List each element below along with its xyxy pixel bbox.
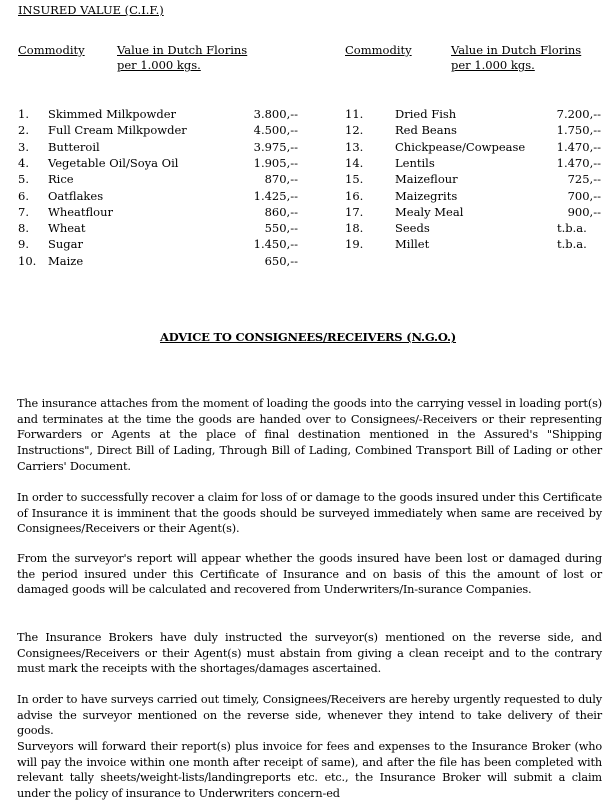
commodity-row <box>345 204 601 220</box>
paragraph-surveyor-report: From the surveyor's report will appear whether the goods insured have been lost or damaged during the period insured under this Certificate of Insurance and on basis of this the amount of lost or damaged goods will be calculated and recovered from Underwriters/In-surance Companies. <box>17 552 602 597</box>
commodity-row <box>18 220 298 236</box>
commodity-name: Wheat <box>48 221 86 236</box>
commodity-number: 3. <box>18 139 29 154</box>
commodity-name: Red Beans <box>395 123 457 138</box>
commodity-row <box>345 139 601 155</box>
commodity-name: Seeds <box>395 221 430 236</box>
commodity-row <box>18 106 298 122</box>
commodity-name: Butteroil <box>48 139 100 154</box>
commodity-row <box>18 155 298 171</box>
commodity-name: Skimmed Milkpowder <box>48 107 177 121</box>
commodity-row <box>345 171 601 187</box>
commodity-name: Sugar <box>48 237 83 252</box>
commodity-number: 13. <box>345 139 364 154</box>
commodity-number: 14. <box>345 155 364 170</box>
advice-heading: ADVICE TO CONSIGNEES/RECEIVERS (N.G.O.) <box>160 330 457 344</box>
commodity-name: Millet <box>395 237 430 252</box>
commodity-value: 1.470,-- <box>556 155 601 170</box>
commodity-value: 1.425,-- <box>253 188 298 203</box>
commodity-value: t.b.a. <box>557 237 587 252</box>
commodity-number: 5. <box>18 172 29 187</box>
commodity-value: 700,-- <box>567 188 601 203</box>
commodity-number: 10. <box>18 253 37 268</box>
commodity-name: Chickpease/Cowpease <box>395 139 526 154</box>
commodity-number: 19. <box>345 237 364 252</box>
commodity-number: 11. <box>345 107 364 121</box>
commodity-value: 870,-- <box>264 172 298 187</box>
commodity-name: Wheatflour <box>48 204 114 219</box>
commodity-name: Rice <box>48 172 74 187</box>
commodity-value: 650,-- <box>264 253 298 268</box>
right-value-header-line2: per 1.000 kgs. <box>451 58 535 72</box>
commodity-value: 900,-- <box>567 204 601 219</box>
commodity-number: 16. <box>345 188 364 203</box>
commodity-row <box>345 106 601 122</box>
commodity-row <box>345 188 601 204</box>
commodity-name: Mealy Meal <box>395 204 464 219</box>
commodity-row <box>345 122 601 138</box>
commodity-row <box>18 122 298 138</box>
commodity-name: Oatflakes <box>48 188 104 203</box>
commodity-row <box>345 220 601 236</box>
commodity-number: 17. <box>345 204 364 219</box>
commodity-row <box>18 139 298 155</box>
paragraph-insurance-attaches: The insurance attaches from the moment of loading the goods into the carrying vessel in loading port(s) and terminates at the time the goods are handed over to Consignees/-Receivers or their representing Forwarders or Agents at the place of final destination mentioned in the Assured's "Shipping Instructions", Direct Bill of Lading, Through Bill of Lading, Combined Transport Bill of Lading or other Carriers' Document. <box>17 397 602 473</box>
commodity-row <box>345 155 601 171</box>
commodity-name: Maizegrits <box>395 188 458 203</box>
commodity-value: 7.200,-- <box>556 107 601 121</box>
left-commodity-header: Commodity <box>18 43 85 57</box>
commodity-name: Maizeflour <box>395 172 458 187</box>
commodity-name: Maize <box>48 253 84 268</box>
commodity-number: 8. <box>18 221 29 236</box>
paragraph-brokers-instructed: The Insurance Brokers have duly instructed the surveyor(s) mentioned on the reverse side, and Consignees/Receivers or their Agent(s) must abstain from giving a clean receipt and to the contrary must mark the receipts with the shortages/damages ascertained. <box>17 631 602 676</box>
commodity-number: 2. <box>18 123 29 138</box>
commodity-name: Lentils <box>395 155 435 170</box>
commodity-value: 1.450,-- <box>253 237 298 252</box>
commodity-row <box>18 171 298 187</box>
paragraph-surveys-timely: In order to have surveys carried out timely, Consignees/Receivers are hereby urgently requested to duly advise the surveyor mentioned on the reverse side, whenever they intend to take delivery of their goods. <box>17 693 602 738</box>
document-title: INSURED VALUE (C.I.F.) <box>18 3 164 17</box>
commodity-value: 4.500,-- <box>253 123 298 138</box>
commodity-number: 6. <box>18 188 29 203</box>
commodity-name: Dried Fish <box>395 107 457 121</box>
commodity-row <box>18 253 298 269</box>
commodity-number: 1. <box>18 107 29 121</box>
commodity-value: 3.975,-- <box>253 139 298 154</box>
commodity-name: Vegetable Oil/Soya Oil <box>48 155 179 170</box>
commodity-value: t.b.a. <box>557 221 587 236</box>
commodity-value: 1.470,-- <box>556 139 601 154</box>
left-value-header-line1: Value in Dutch Florins <box>117 43 248 57</box>
commodity-row <box>345 236 601 252</box>
commodity-number: 15. <box>345 172 364 187</box>
commodity-value: 860,-- <box>264 204 298 219</box>
right-commodity-header: Commodity <box>345 43 412 57</box>
commodity-number: 9. <box>18 237 29 252</box>
commodity-number: 12. <box>345 123 364 138</box>
commodity-row <box>18 204 298 220</box>
commodity-number: 18. <box>345 221 364 236</box>
commodity-value: 1.905,-- <box>253 155 298 170</box>
commodity-row <box>18 188 298 204</box>
right-value-header-line1: Value in Dutch Florins <box>451 43 582 57</box>
commodity-name: Full Cream Milkpowder <box>48 123 187 138</box>
commodity-row <box>18 236 298 252</box>
commodity-value: 1.750,-- <box>556 123 601 138</box>
commodity-number: 7. <box>18 204 29 219</box>
commodity-value: 3.800,-- <box>253 107 298 121</box>
commodity-value: 725,-- <box>567 172 601 187</box>
commodity-number: 4. <box>18 155 29 170</box>
paragraph-recover-claim: In order to successfully recover a claim for loss of or damage to the goods insured under this Certificate of Insurance it is imminent that the goods should be surveyed immediately when same are received by Consignees/Receivers or their Agent(s). <box>17 491 602 536</box>
left-value-header-line2: per 1.000 kgs. <box>117 58 201 72</box>
commodity-value: 550,-- <box>264 221 298 236</box>
paragraph-surveyors-forward: Surveyors will forward their report(s) plus invoice for fees and expenses to the Insurance Broker (who will pay the invoice within one month after receipt of same), and after the file has been completed with relevant tally sheets/weight-lists/landingreports etc. etc., the Insurance Broker will submit a claim under the policy of insurance to Underwriters concern-ed <box>17 740 602 801</box>
